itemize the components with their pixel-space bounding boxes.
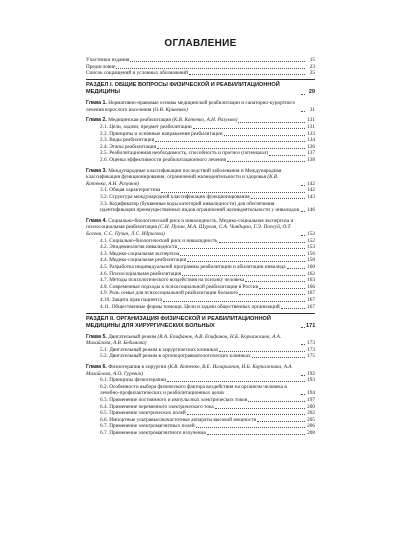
page-number: 171 (306, 322, 316, 329)
page-number: 152 (307, 230, 315, 237)
page-number: 173 (307, 346, 315, 353)
page-number: 167 (307, 303, 315, 310)
page-number: 192 (307, 370, 315, 377)
chapter-5-entry[interactable]: Глава 5. Двигательный режим (В.А. Епифанов, А.В. Епифанов, Н.Б. Корчажкина, А.А. Михайлова, А.В. Бедимова) 173 (86, 333, 315, 347)
toc-subentry[interactable]: 4.2. Эпидемиология инвалидности 153 (100, 244, 315, 251)
toc-subentry[interactable]: 4.5. Разработка индивидуальной программы реабилитации и абилитации инвалида 160 (100, 263, 315, 270)
page-number: 167 (307, 290, 315, 297)
toc-subentry[interactable]: 2.2. Принципы и основные направления реабилитации 133 (100, 130, 315, 137)
front-matter (86, 57, 315, 77)
toc-subentry[interactable]: 4.8. Современные подходы к психосоциальной реабилитации в России 166 (100, 283, 315, 290)
page-number: 131 (307, 124, 315, 131)
toc-entry-preface[interactable]: Предисловие 23 (86, 63, 315, 70)
chapter-3-entry[interactable]: Глава 3. Международные классификации последствий заболевания и Международная классификация функционирования, ограничений жизнедеятельности и здоровья (К.В. Котенко, А.Н. Разумов) 142 (86, 167, 315, 187)
page-number: 133 (307, 130, 315, 137)
page-number: 136 (307, 143, 315, 150)
toc-entry-abbreviations[interactable]: Список сокращений и условных обозначений 25 (86, 70, 315, 77)
toc-subentry[interactable]: 6.6. Импортные ультравысокочастотные аппараты высокой мощности 205 (100, 416, 315, 423)
page-number: 206 (307, 423, 315, 430)
page-number: 208 (307, 429, 315, 436)
toc-subentry[interactable]: 2.5. Реабилитационная необходимость, способность и прогноз (потенциал) 137 (100, 150, 315, 157)
page-number: 158 (307, 257, 315, 264)
chapter-2-entry[interactable]: Глава 2. Медицинская реабилитация (К.В. Котенко, А.Н. Разумов) 131 (86, 117, 315, 124)
page-number: 166 (307, 283, 315, 290)
divider (86, 313, 315, 314)
toc-subentry[interactable]: 6.2. Особенности выбора физического фактора воздействия на организм человека в лечебно-профилактических и реабилитационных целях 194 (100, 383, 315, 397)
page-number: 163 (307, 277, 315, 284)
page-number: 162 (307, 270, 315, 277)
page-number: 25 (309, 70, 315, 77)
toc-subentry[interactable]: 4.7. Методы психологического воздействия на психику человека 163 (100, 277, 315, 284)
toc-subentry[interactable]: 4.9. Роль семьи для психосоциальной реабилитации больного 167 (100, 290, 315, 297)
page-number: 156 (307, 250, 315, 257)
toc-subentry[interactable]: 2.3. Виды реабилитации 134 (100, 137, 315, 144)
page-number: 137 (307, 150, 315, 157)
toc-subentry[interactable]: 6.3. Применение постоянного и импульсных электрических токов 197 (100, 396, 315, 403)
page-number: 142 (307, 187, 315, 194)
page-number: 173 (307, 340, 315, 347)
toc-subentry[interactable]: 6.1. Принципы физиотерапии 193 (100, 377, 315, 384)
toc-entry-contributors[interactable]: Участники издания 15 (86, 57, 315, 63)
page-number: 146 (307, 207, 315, 214)
chapter-6-entry[interactable]: Глава 6. Физиотерапия в хирургии (К.В. Котенко, В.Е. Илларионов, Н.Б. Корчажкина, А.А. Михайлова, А.О. Гуревич) 192 (86, 363, 315, 377)
page-number: 134 (307, 137, 315, 144)
page-number: 152 (307, 237, 315, 244)
page-number: 205 (307, 416, 315, 423)
page-number: 15 (309, 57, 315, 63)
page-number: 197 (307, 396, 315, 403)
page-number: 175 (307, 353, 315, 360)
divider (86, 79, 315, 80)
toc-subentry[interactable]: 6.5. Применение электрических полей 202 (100, 410, 315, 417)
page-number: 143 (307, 194, 315, 200)
toc-subentry[interactable]: 5.2. Двигательный режим в ортопедотравматологических клиниках 175 (100, 353, 315, 360)
page-number: 202 (307, 410, 315, 417)
page-number: 142 (307, 180, 315, 187)
toc-subentry[interactable]: 6.4. Применение переменного электрического тока 200 (100, 403, 315, 410)
page-number: 23 (309, 63, 315, 70)
page-number: 31 (309, 106, 315, 113)
toc-subentry[interactable]: 6.7. Применение электромагнитных полей 206 (100, 423, 315, 430)
page-title: ОГЛАВЛЕНИЕ (164, 38, 237, 49)
page-number: 200 (307, 403, 315, 410)
section-1-heading[interactable]: РАЗДЕЛ I. ОБЩИЕ ВОПРОСЫ ФИЗИЧЕСКОЙ И РЕАБИЛИТАЦИОННОЙ МЕДИЦИНЫ 29 (86, 82, 315, 96)
toc-subentry[interactable]: 3.1. Общая характеристика 142 (100, 187, 315, 194)
page-number: 131 (307, 117, 315, 124)
page-number: 194 (307, 390, 315, 397)
page-number: 193 (307, 377, 315, 384)
page-number: 138 (307, 157, 315, 164)
section-2-heading[interactable]: РАЗДЕЛ II. ОРГАНИЗАЦИЯ ФИЗИЧЕСКОЙ И РЕАБИЛИТАЦИОННОЙ МЕДИЦИНЫ ДЛЯ ХИРУРГИЧЕСКИХ БОЛЬНЫХ 171 (86, 315, 316, 329)
toc-subentry[interactable]: 6.7. Применение электромагнитного излучения 208 (100, 429, 315, 436)
toc-subentry[interactable]: 3.3. Кодификатор (буквенные коды категорий инвалидности) для обеспечения идентификации преимущественных видов ограничений жизнедеятельности у инвалидов 146 (100, 200, 315, 214)
toc-subentry[interactable]: 2.4. Этапы реабилитации 136 (100, 143, 315, 150)
toc-subentry[interactable]: 2.1. Цели, задачи, предмет реабилитации 131 (100, 124, 315, 131)
page-number: 167 (307, 296, 315, 303)
page-number: 29 (308, 89, 315, 96)
chapter-4-entry[interactable]: Глава 4. Социально-биологический риск и инвалидность. Медико-социальная экспертиза и психосоциальная реабилитация (С.Н. Пузин, М.А. Шургая, С.А. Чандирли, Г.Э. Попсуй, О.Т. Богова, С.С. Пузин, Л.С. Идрисова) 152 (86, 217, 315, 237)
page-number: 160 (307, 263, 315, 270)
toc-subentry[interactable]: 3.2. Структура международной классификации функционирования 143 (100, 194, 315, 200)
toc-subentry[interactable]: 4.10. Защита прав пациента 167 (100, 296, 315, 303)
toc-subentry[interactable]: 5.1. Двигательный режим в хирургических клиниках 173 (100, 346, 315, 353)
toc-subentry[interactable]: 4.11. Общественные формы помощи. Цели и задачи общественных организаций 167 (100, 303, 315, 310)
toc-subentry[interactable]: 4.3. Медико-социальная экспертиза 156 (100, 250, 315, 257)
page-number: 153 (307, 244, 315, 251)
toc-subentry[interactable]: 4.6. Психосоциальная реабилитация 162 (100, 270, 315, 277)
toc-subentry[interactable]: 2.6. Оценка эффективности реабилитационного лечения 138 (100, 157, 315, 164)
toc-subentry[interactable]: 4.4. Медико-социальная реабилитация 158 (100, 257, 315, 264)
chapter-1-entry[interactable]: Глава 1. Нормативно-правовые основы медицинской реабилитации и санаторно-курортного лечения взрослого населения (О.В. Кривенко) 31 (86, 100, 315, 113)
toc-subentry[interactable]: 4.1. Социально-биологический риск и инвалидность 152 (100, 237, 315, 244)
